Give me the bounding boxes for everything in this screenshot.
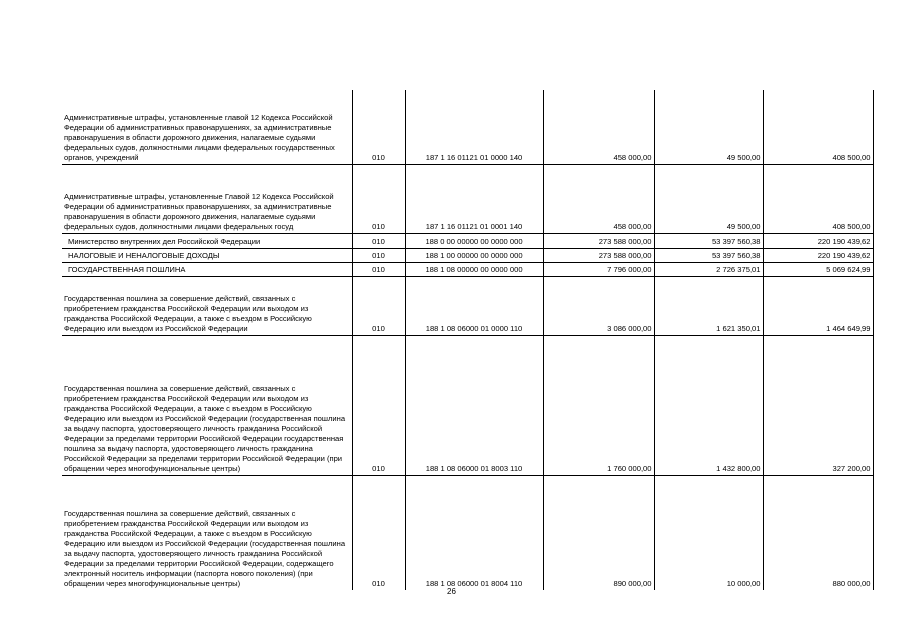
- row-name: Административные штрафы, установленные Главой 12 Кодекса Российской Федерации об административных правонарушениях, за административные правонарушения в области дорожного движения, налагаемые судьями федеральных судов, должностными лицами федеральных госуд: [62, 164, 352, 233]
- row-income-code: 188 1 08 00000 00 0000 000: [405, 262, 543, 276]
- row-name: Государственная пошлина за совершение действий, связанных с приобретением гражданства Российской Федерации или выходом из гражданства Российской Федерации, а также с въездом в Российскую Федерацию или выездом из Российской Федерации (государственная пошлина за выдачу паспорта, удостоверяющего личность гражданина Российской Федерации за пределами территории Российской Федерации государственная пошлина за выдачу паспорта, удостоверяющего личность гражданина Российской Федерации за пределами территории Российской Федерации (при обращении через многофункциональные центры): [62, 335, 352, 475]
- row-income-code: 188 1 08 06000 01 8003 110: [405, 335, 543, 475]
- row-remaining: 408 500,00: [763, 164, 873, 233]
- row-name: Административные штрафы, установленные главой 12 Кодекса Российской Федерации об административных правонарушениях, за административные правонарушения в области дорожного движения, налагаемые судьями федеральных судов, должностными лицами федеральных государственных органов, учреждений: [62, 90, 352, 164]
- row-remaining: 880 000,00: [763, 475, 873, 590]
- row-remaining: 1 464 649,99: [763, 276, 873, 335]
- table-row: [62, 475, 873, 590]
- table-row: [62, 90, 873, 164]
- row-income-code: 188 0 00 00000 00 0000 000: [405, 233, 543, 248]
- row-remaining: 327 200,00: [763, 335, 873, 475]
- row-remaining: 220 190 439,62: [763, 248, 873, 262]
- row-executed: 49 500,00: [654, 90, 763, 164]
- row-income-code: 187 1 16 01121 01 0000 140: [405, 90, 543, 164]
- row-line-code: 010: [352, 335, 405, 475]
- row-planned: 458 000,00: [543, 164, 654, 233]
- page-number: 26: [447, 587, 456, 596]
- row-line-code: 010: [352, 276, 405, 335]
- row-executed: 1 432 800,00: [654, 335, 763, 475]
- table-row: [62, 276, 873, 335]
- row-remaining: 220 190 439,62: [763, 233, 873, 248]
- budget-table: [62, 90, 874, 590]
- row-executed: 10 000,00: [654, 475, 763, 590]
- row-planned: 273 588 000,00: [543, 248, 654, 262]
- row-income-code: 188 1 08 06000 01 8004 110: [405, 475, 543, 590]
- row-line-code: 010: [352, 90, 405, 164]
- row-name: Государственная пошлина за совершение действий, связанных с приобретением гражданства Российской Федерации или выходом из гражданства Российской Федерации, а также с въездом в Российскую Федерацию или выездом из Российской Федерации: [62, 276, 352, 335]
- row-executed: 1 621 350,01: [654, 276, 763, 335]
- row-line-code: 010: [352, 164, 405, 233]
- row-planned: 1 760 000,00: [543, 335, 654, 475]
- row-line-code: 010: [352, 248, 405, 262]
- row-remaining: 408 500,00: [763, 90, 873, 164]
- row-planned: 890 000,00: [543, 475, 654, 590]
- row-line-code: 010: [352, 475, 405, 590]
- row-planned: 3 086 000,00: [543, 276, 654, 335]
- row-income-code: 187 1 16 01121 01 0001 140: [405, 164, 543, 233]
- row-planned: 458 000,00: [543, 90, 654, 164]
- row-name: НАЛОГОВЫЕ И НЕНАЛОГОВЫЕ ДОХОДЫ: [62, 248, 352, 262]
- row-executed: 49 500,00: [654, 164, 763, 233]
- table-row: [62, 233, 873, 248]
- row-remaining: 5 069 624,99: [763, 262, 873, 276]
- row-income-code: 188 1 08 06000 01 0000 110: [405, 276, 543, 335]
- row-line-code: 010: [352, 262, 405, 276]
- row-income-code: 188 1 00 00000 00 0000 000: [405, 248, 543, 262]
- row-name: Государственная пошлина за совершение действий, связанных с приобретением гражданства Российской Федерации или выходом из гражданства Российской Федерации, а также с въездом в Российскую Федерацию или выездом из Российской Федерации (государственная пошлина за выдачу паспорта, удостоверяющего личность гражданина Российской Федерации за пределами территории Российской Федерации, содержащего электронный носитель информации (паспорта нового поколения) (при обращении через многофункциональные центры): [62, 475, 352, 590]
- row-planned: 7 796 000,00: [543, 262, 654, 276]
- table-row: [62, 335, 873, 475]
- row-planned: 273 588 000,00: [543, 233, 654, 248]
- row-name: ГОСУДАРСТВЕННАЯ ПОШЛИНА: [62, 262, 352, 276]
- row-name: Министерство внутренних дел Российской Федерации: [62, 233, 352, 248]
- row-executed: 53 397 560,38: [654, 248, 763, 262]
- table-row: [62, 262, 873, 276]
- row-executed: 53 397 560,38: [654, 233, 763, 248]
- table-row: [62, 164, 873, 233]
- row-line-code: 010: [352, 233, 405, 248]
- row-executed: 2 726 375,01: [654, 262, 763, 276]
- table-row: [62, 248, 873, 262]
